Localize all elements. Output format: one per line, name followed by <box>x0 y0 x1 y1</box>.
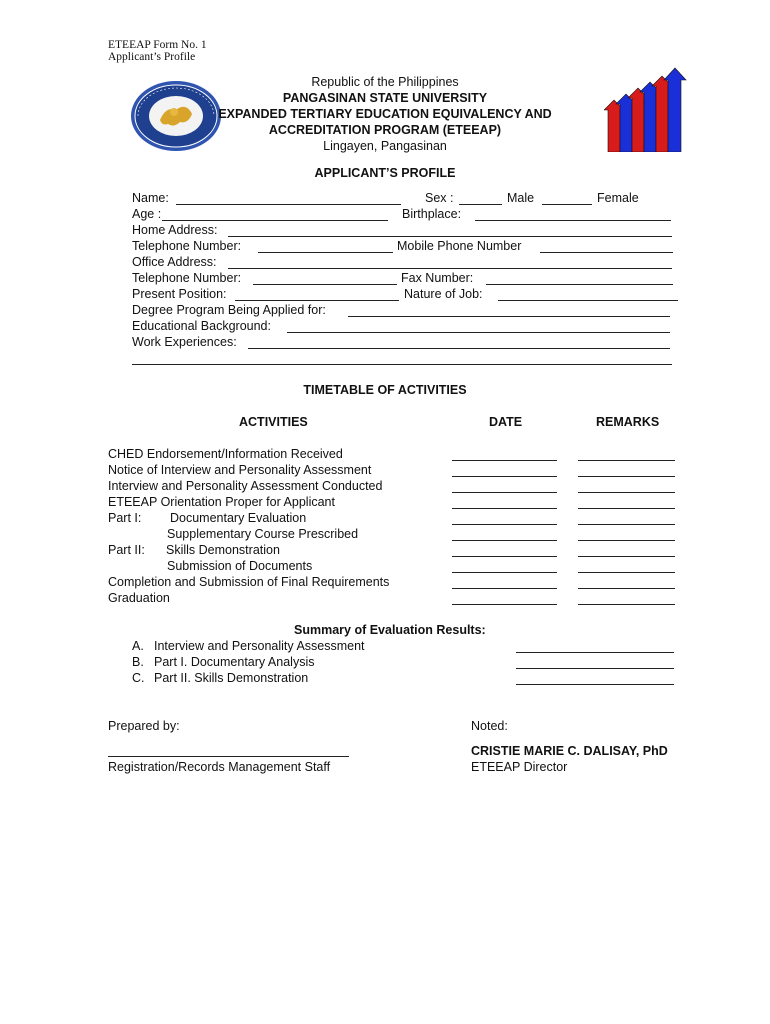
telephone-label: Telephone Number: <box>132 239 242 253</box>
activity-text: Graduation <box>108 591 170 605</box>
activity-row <box>0 463 770 479</box>
form-subtitle: Applicant’s Profile <box>108 51 196 63</box>
activity-remarks-field[interactable] <box>578 492 675 493</box>
activity-remarks-field[interactable] <box>578 540 675 541</box>
female-label: Female <box>597 191 639 205</box>
nature-of-job-field[interactable] <box>498 300 678 301</box>
activity-remarks-field[interactable] <box>578 588 675 589</box>
summary-title: Summary of Evaluation Results: <box>294 623 486 637</box>
remarks-header: REMARKS <box>596 415 660 429</box>
home-address-field[interactable] <box>228 236 672 237</box>
activity-remarks-field[interactable] <box>578 572 675 573</box>
activity-text: Skills Demonstration <box>166 543 280 557</box>
office-address-label: Office Address: <box>132 255 217 269</box>
form-number: ETEEAP Form No. 1 <box>108 39 207 51</box>
fax-label: Fax Number: <box>401 271 474 285</box>
activity-date-field[interactable] <box>452 524 557 525</box>
sex-label: Sex : <box>425 191 454 205</box>
education-label: Educational Background: <box>132 319 271 333</box>
location-line: Lingayen, Pangasinan <box>323 139 447 153</box>
noted-label: Noted: <box>471 719 508 733</box>
activity-row <box>0 575 770 591</box>
activity-date-field[interactable] <box>452 476 557 477</box>
activity-date-field[interactable] <box>452 508 557 509</box>
summary-result-field[interactable] <box>516 652 674 653</box>
activity-text: Interview and Personality Assessment Conducted <box>108 479 383 493</box>
present-position-label: Present Position: <box>132 287 227 301</box>
prepared-by-signature-line[interactable] <box>108 756 349 757</box>
noted-name: CRISTIE MARIE C. DALISAY, PhD <box>471 744 668 758</box>
name-label: Name: <box>132 191 169 205</box>
activity-text: CHED Endorsement/Information Received <box>108 447 343 461</box>
program-title-line1: EXPANDED TERTIARY EDUCATION EQUIVALENCY AND <box>218 107 552 121</box>
mobile-field[interactable] <box>540 252 673 253</box>
education-field[interactable] <box>287 332 670 333</box>
activity-row <box>0 591 770 607</box>
work-experience-field-2[interactable] <box>132 364 672 365</box>
prepared-by-role: Registration/Records Management Staff <box>108 760 331 774</box>
activity-date-field[interactable] <box>452 588 557 589</box>
applicant-profile-title: APPLICANT’S PROFILE <box>314 166 456 180</box>
activity-row <box>0 527 770 543</box>
activity-date-field[interactable] <box>452 556 557 557</box>
prepared-by-label: Prepared by: <box>108 719 180 733</box>
present-position-field[interactable] <box>235 300 399 301</box>
office-telephone-label: Telephone Number: <box>132 271 242 285</box>
name-field[interactable] <box>176 204 401 205</box>
activity-row <box>0 495 770 511</box>
activity-row <box>0 511 770 527</box>
activity-date-field[interactable] <box>452 460 557 461</box>
home-address-label: Home Address: <box>132 223 218 237</box>
summary-result-field[interactable] <box>516 684 674 685</box>
nature-of-job-label: Nature of Job: <box>404 287 483 301</box>
office-telephone-field[interactable] <box>253 284 397 285</box>
summary-text: Interview and Personality Assessment <box>154 639 365 653</box>
female-field[interactable] <box>542 204 592 205</box>
summary-letter: C. <box>132 671 145 685</box>
activity-prefix: Part II: <box>108 543 145 557</box>
summary-item <box>0 655 770 671</box>
activity-text: Submission of Documents <box>167 559 313 573</box>
birthplace-label: Birthplace: <box>402 207 462 221</box>
activity-remarks-field[interactable] <box>578 604 675 605</box>
mobile-label: Mobile Phone Number <box>397 239 522 253</box>
fax-field[interactable] <box>486 284 673 285</box>
work-experience-field[interactable] <box>248 348 670 349</box>
birthplace-field[interactable] <box>475 220 671 221</box>
activity-text: ETEEAP Orientation Proper for Applicant <box>108 495 335 509</box>
office-address-field[interactable] <box>228 268 672 269</box>
activity-row <box>0 543 770 559</box>
activity-date-field[interactable] <box>452 540 557 541</box>
activity-remarks-field[interactable] <box>578 508 675 509</box>
activity-remarks-field[interactable] <box>578 524 675 525</box>
work-experience-label: Work Experiences: <box>132 335 237 349</box>
age-field[interactable] <box>162 220 388 221</box>
activity-text: Documentary Evaluation <box>170 511 307 525</box>
activity-row <box>0 479 770 495</box>
activity-date-field[interactable] <box>452 492 557 493</box>
male-label: Male <box>507 191 535 205</box>
activity-date-field[interactable] <box>452 572 557 573</box>
activity-text: Supplementary Course Prescribed <box>167 527 359 541</box>
activity-date-field[interactable] <box>452 604 557 605</box>
noted-role: ETEEAP Director <box>471 760 568 774</box>
activity-text: Completion and Submission of Final Requirements <box>108 575 390 589</box>
date-header: DATE <box>489 415 523 429</box>
republic-line: Republic of the Philippines <box>311 75 459 89</box>
summary-result-field[interactable] <box>516 668 674 669</box>
male-field[interactable] <box>459 204 502 205</box>
telephone-field[interactable] <box>258 252 393 253</box>
activity-remarks-field[interactable] <box>578 556 675 557</box>
activity-remarks-field[interactable] <box>578 460 675 461</box>
activity-remarks-field[interactable] <box>578 476 675 477</box>
activities-header: ACTIVITIES <box>239 415 308 429</box>
age-label: Age : <box>132 207 162 221</box>
activity-row <box>0 559 770 575</box>
degree-program-field[interactable] <box>348 316 670 317</box>
activity-row <box>0 447 770 463</box>
program-title-line2: ACCREDITATION PROGRAM (ETEEAP) <box>268 123 502 137</box>
summary-item <box>0 639 770 655</box>
summary-text: Part I. Documentary Analysis <box>154 655 315 669</box>
summary-text: Part II. Skills Demonstration <box>154 671 309 685</box>
degree-program-label: Degree Program Being Applied for: <box>132 303 326 317</box>
activity-prefix: Part I: <box>108 511 142 525</box>
activity-text: Notice of Interview and Personality Assessment <box>108 463 372 477</box>
university-name: PANGASINAN STATE UNIVERSITY <box>282 91 488 105</box>
timetable-title: TIMETABLE OF ACTIVITIES <box>303 383 467 397</box>
summary-letter: A. <box>132 639 144 653</box>
summary-letter: B. <box>132 655 144 669</box>
summary-item <box>0 671 770 687</box>
